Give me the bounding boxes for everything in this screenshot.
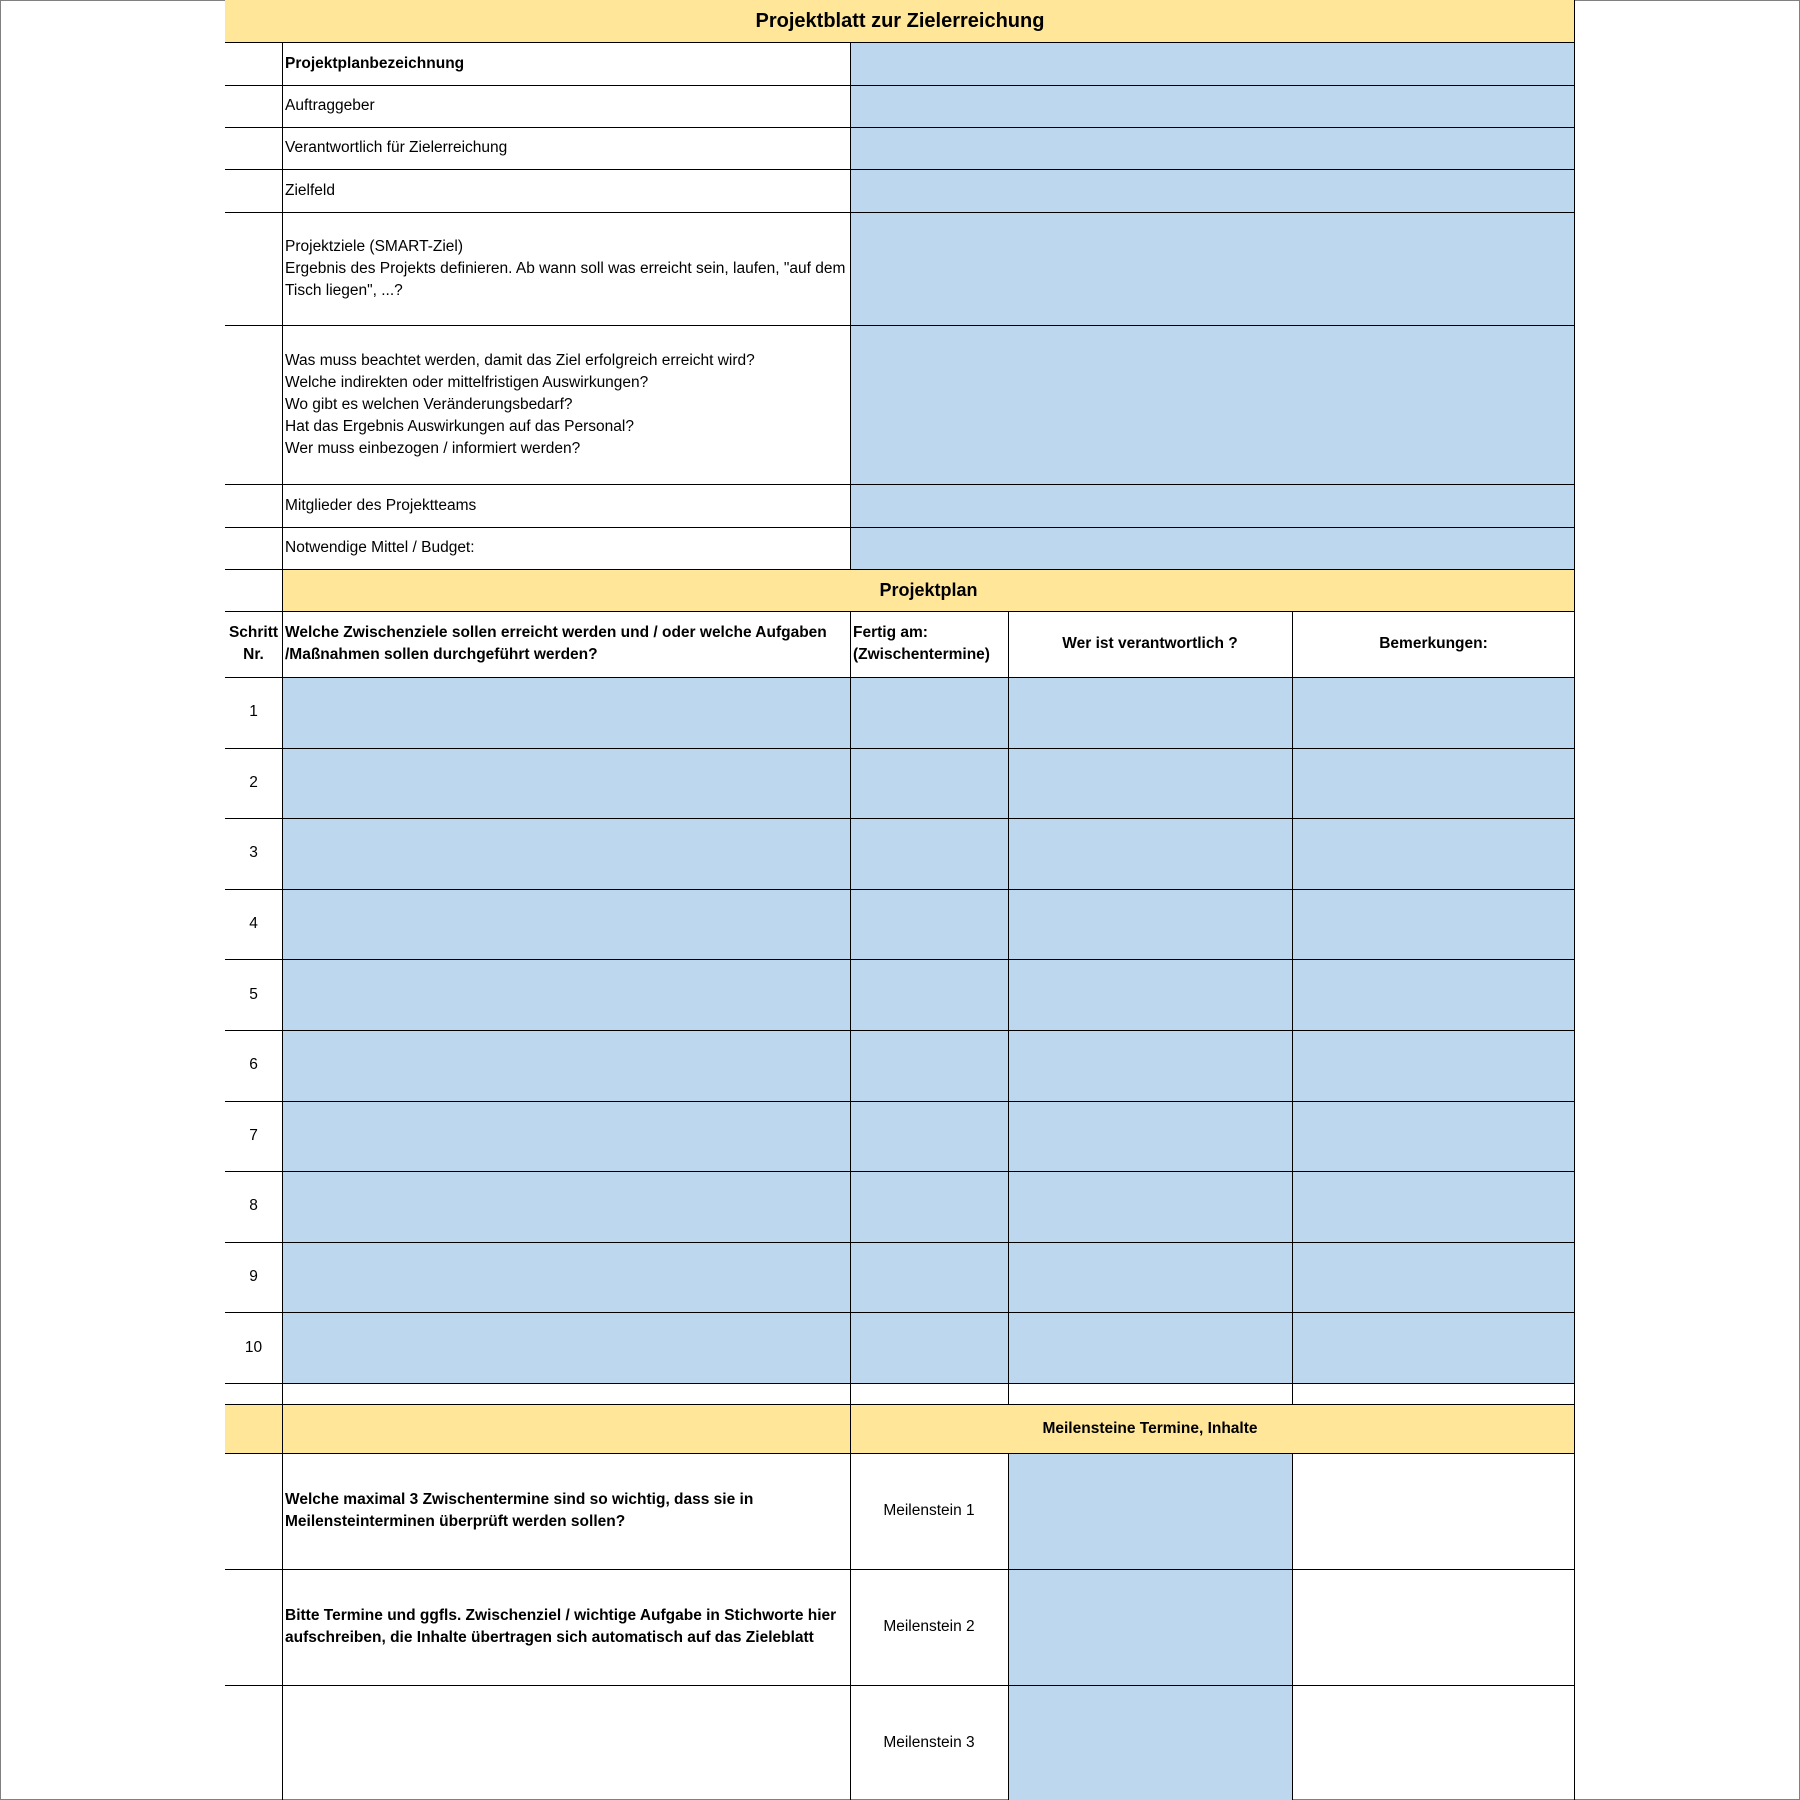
date-cell[interactable] xyxy=(850,1101,1008,1172)
spreadsheet-sheet xyxy=(225,0,1575,1800)
responsible-cell[interactable] xyxy=(1008,1030,1292,1101)
info-value-projektziele[interactable] xyxy=(850,212,1575,325)
milestones-header-row xyxy=(225,1404,1575,1453)
responsible-cell[interactable] xyxy=(1008,1242,1292,1313)
task-cell[interactable] xyxy=(282,1030,850,1101)
info-label-zielfeld: Zielfeld xyxy=(285,181,335,199)
grid-line-v xyxy=(1292,1453,1293,1800)
column-header-step: Schritt Nr. xyxy=(228,624,279,663)
task-cell[interactable] xyxy=(282,818,850,889)
date-cell[interactable] xyxy=(850,1030,1008,1101)
step-number: 10 xyxy=(244,1338,263,1356)
milestone-label-2: Meilenstein 2 xyxy=(883,1618,975,1635)
responsible-cell[interactable] xyxy=(1008,889,1292,960)
milestones-question-2: Bitte Termine und ggfls. Zwischenziel / wichtige Aufgabe in Stichworte hier aufschreiben, die Inhalte übertragen sich automatisch auf das Zieleblatt xyxy=(285,1607,837,1646)
step-number: 4 xyxy=(249,915,258,933)
section-title-projektplan: Projektplan xyxy=(282,569,1575,611)
info-label-projektplanbezeichnung: Projektplanbezeichnung xyxy=(285,54,465,72)
step-number: 8 xyxy=(249,1197,258,1215)
info-value-beachtung[interactable] xyxy=(850,325,1575,484)
step-number: 9 xyxy=(249,1268,258,1286)
info-label-beachtung: Was muss beachtet werden, damit das Ziel erfolgreich erreicht wird? Welche indirekten oder mittelfristigen Auswirkungen? Wo gibt es welchen Veränderungsbedarf? Hat das Ergebnis Auswirkungen auf das Personal? Wer muss einbezogen / informiert werden? xyxy=(285,351,755,457)
info-value-budget[interactable] xyxy=(850,527,1575,569)
remarks-cell[interactable] xyxy=(1292,1312,1575,1383)
task-cell[interactable] xyxy=(282,959,850,1030)
step-number: 6 xyxy=(249,1056,258,1074)
remarks-cell[interactable] xyxy=(1292,1030,1575,1101)
responsible-cell[interactable] xyxy=(1008,1101,1292,1172)
info-label-projektziele: Projektziele (SMART-Ziel) Ergebnis des Projekts definieren. Ab wann soll was erreicht sein, laufen, "auf dem Tisch liegen", ...? xyxy=(285,237,846,299)
info-value-projektplanbezeichnung[interactable] xyxy=(850,42,1575,85)
task-cell[interactable] xyxy=(282,1101,850,1172)
info-value-zielfeld[interactable] xyxy=(850,169,1575,212)
info-label-verantwortlich: Verantwortlich für Zielerreichung xyxy=(285,139,508,156)
task-cell[interactable] xyxy=(282,1171,850,1242)
milestone-label-1: Meilenstein 1 xyxy=(883,1502,975,1519)
step-number: 7 xyxy=(249,1126,258,1144)
info-label-projektteam: Mitglieder des Projektteams xyxy=(285,496,477,514)
date-cell[interactable] xyxy=(850,1242,1008,1313)
task-cell[interactable] xyxy=(282,677,850,748)
date-cell[interactable] xyxy=(850,959,1008,1030)
remarks-cell[interactable] xyxy=(1292,959,1575,1030)
task-cell[interactable] xyxy=(282,1312,850,1383)
responsible-cell[interactable] xyxy=(1008,748,1292,819)
responsible-cell[interactable] xyxy=(1008,1312,1292,1383)
milestone-label-3: Meilenstein 3 xyxy=(883,1733,975,1751)
info-label-budget: Notwendige Mittel / Budget: xyxy=(285,539,475,556)
column-header-task: Welche Zwischenziele sollen erreicht werden und / oder welche Aufgaben /Maßnahmen sollen durchgeführt werden? xyxy=(285,624,827,663)
milestones-question-1: Welche maximal 3 Zwischentermine sind so wichtig, dass sie in Meilensteinterminen überprüft werden sollen? xyxy=(285,1491,754,1530)
date-cell[interactable] xyxy=(850,1171,1008,1242)
remarks-cell[interactable] xyxy=(1292,1101,1575,1172)
remarks-cell[interactable] xyxy=(1292,1242,1575,1313)
column-header-responsible: Wer ist verantwortlich ? xyxy=(1062,635,1238,652)
responsible-cell[interactable] xyxy=(1008,818,1292,889)
step-number: 1 xyxy=(249,703,258,721)
date-cell[interactable] xyxy=(850,889,1008,960)
remarks-cell[interactable] xyxy=(1292,818,1575,889)
task-cell[interactable] xyxy=(282,889,850,960)
remarks-cell[interactable] xyxy=(1292,889,1575,960)
info-value-projektteam[interactable] xyxy=(850,484,1575,527)
info-label-auftraggeber: Auftraggeber xyxy=(285,97,375,114)
remarks-cell[interactable] xyxy=(1292,1171,1575,1242)
info-value-auftraggeber[interactable] xyxy=(850,85,1575,127)
remarks-cell[interactable] xyxy=(1292,748,1575,819)
responsible-cell[interactable] xyxy=(1008,1171,1292,1242)
task-cell[interactable] xyxy=(282,1242,850,1313)
column-header-remarks: Bemerkungen: xyxy=(1379,635,1488,652)
responsible-cell[interactable] xyxy=(1008,677,1292,748)
milestone-value-2[interactable] xyxy=(1008,1569,1292,1685)
spacer-row xyxy=(225,1383,1575,1404)
responsible-cell[interactable] xyxy=(1008,959,1292,1030)
task-cell[interactable] xyxy=(282,748,850,819)
milestone-value-3[interactable] xyxy=(1008,1685,1292,1800)
date-cell[interactable] xyxy=(850,677,1008,748)
date-cell[interactable] xyxy=(850,818,1008,889)
milestone-value-1[interactable] xyxy=(1008,1453,1292,1569)
step-number: 2 xyxy=(249,773,258,791)
remarks-cell[interactable] xyxy=(1292,677,1575,748)
info-value-verantwortlich[interactable] xyxy=(850,127,1575,169)
date-cell[interactable] xyxy=(850,1312,1008,1383)
milestones-header: Meilensteine Termine, Inhalte xyxy=(1042,1419,1258,1437)
step-number: 3 xyxy=(249,844,258,862)
date-cell[interactable] xyxy=(850,748,1008,819)
column-header-date: Fertig am: (Zwischentermine) xyxy=(853,624,990,663)
step-number: 5 xyxy=(249,985,258,1003)
page-title: Projektblatt zur Zielerreichung xyxy=(225,0,1575,42)
